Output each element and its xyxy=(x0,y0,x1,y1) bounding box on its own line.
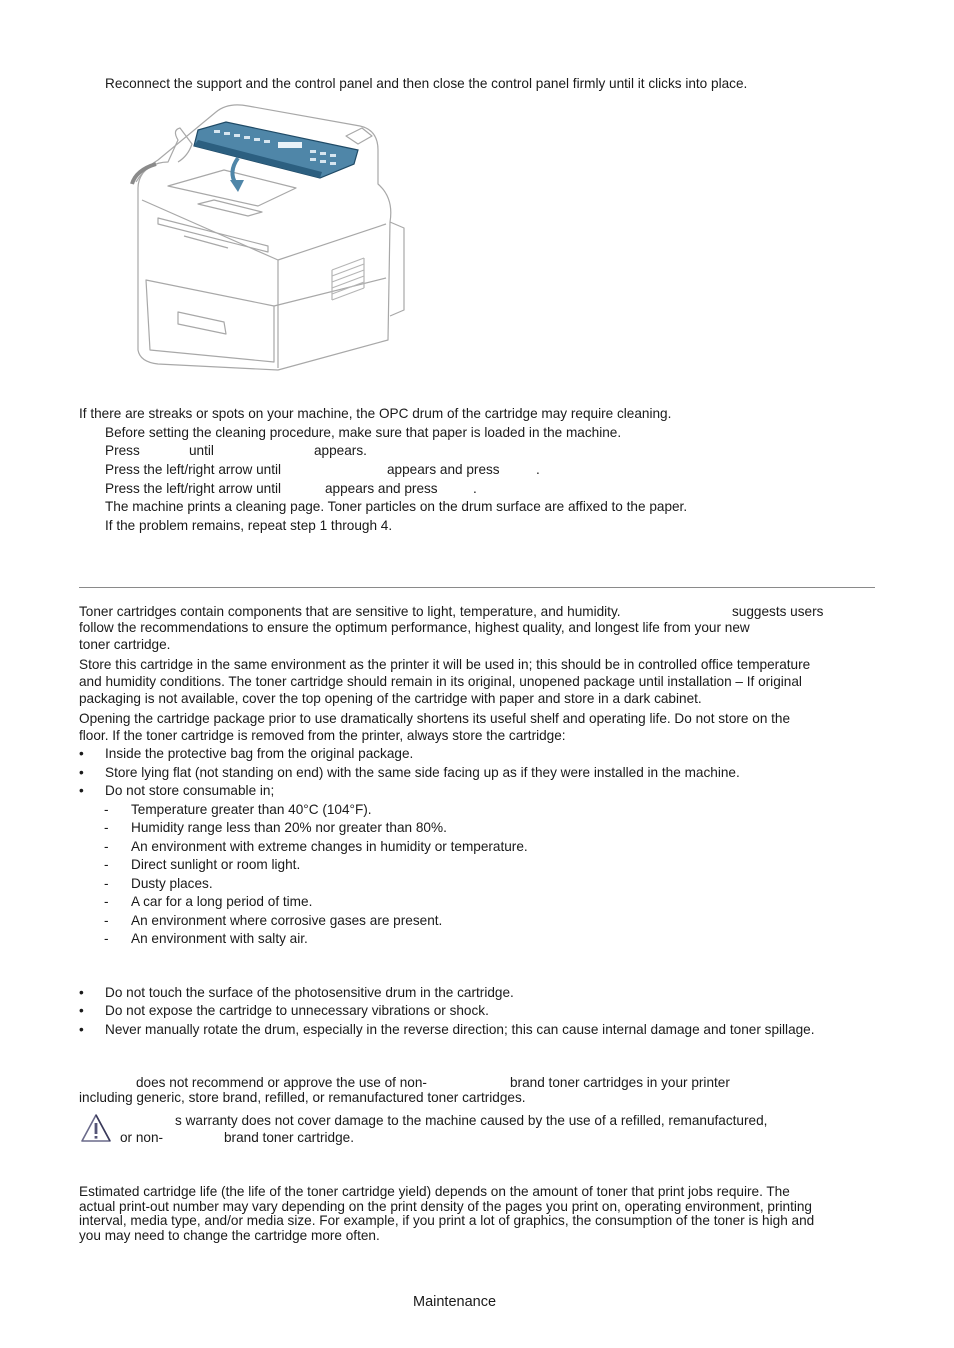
section-divider xyxy=(79,587,875,588)
dash-mark: - xyxy=(104,857,109,872)
cleaning-step-4-b: appears and press xyxy=(325,481,438,496)
cleaning-step-2-b: until xyxy=(189,443,214,458)
reconnect-step: Reconnect the support and the control panel and then close the control panel firmly until it clicks into place. xyxy=(105,76,748,91)
storage-p2-line2: and humidity conditions. The toner cartridge should remain in its original, unopened package until installation – If original xyxy=(79,674,802,689)
handling-bullet-2: Do not expose the cartridge to unnecessary vibrations or shock. xyxy=(105,1003,489,1018)
cleaning-step-6: If the problem remains, repeat step 1 through 4. xyxy=(105,518,393,533)
warranty-warning-c: brand toner cartridge. xyxy=(224,1130,354,1145)
cleaning-step-2-a: Press xyxy=(105,443,140,458)
storage-dash-3: An environment with extreme changes in humidity or temperature. xyxy=(131,839,528,854)
footer-section: Maintenance xyxy=(413,1294,497,1310)
life-line3: interval, media type, and/or media size. For example, if you print a lot of graphics, the consumption of the toner is high and xyxy=(79,1213,815,1228)
dash-mark: - xyxy=(104,931,109,946)
cleaning-step-1: Before setting the cleaning procedure, make sure that paper is loaded in the machine. xyxy=(105,425,622,440)
handling-bullet-1: Do not touch the surface of the photosensitive drum in the cartridge. xyxy=(105,985,514,1000)
storage-p1-b: suggests users xyxy=(732,604,824,619)
cleaning-intro: If there are streaks or spots on your machine, the OPC drum of the cartridge may require cleaning. xyxy=(79,406,672,421)
dash-mark: - xyxy=(104,913,109,928)
storage-p1-a: Toner cartridges contain components that are sensitive to light, temperature, and humidity. xyxy=(79,604,621,619)
storage-p3-line2: floor. If the toner cartridge is removed from the printer, always store the cartridge: xyxy=(79,728,566,743)
warning-icon xyxy=(80,1113,112,1143)
storage-p2-line3: packaging is not available, cover the top opening of the cartridge with paper and store in a dark cabinet. xyxy=(79,691,702,706)
storage-dash-6: A car for a long period of time. xyxy=(131,894,313,909)
dash-mark: - xyxy=(104,820,109,835)
dash-mark: - xyxy=(104,839,109,854)
cleaning-step-4-c: . xyxy=(473,481,477,496)
storage-bullet-3: Do not store consumable in; xyxy=(105,783,275,798)
warranty-warning-a: s warranty does not cover damage to the machine caused by the use of a refilled, remanufactured, xyxy=(175,1113,768,1128)
storage-bullet-2: Store lying flat (not standing on end) with the same side facing up as if they were installed in the machine. xyxy=(105,765,740,780)
storage-p2-line1: Store this cartridge in the same environment as the printer it will be used in; this should be in controlled office temperature xyxy=(79,657,811,672)
cleaning-step-5: The machine prints a cleaning page. Toner particles on the drum surface are affixed to the paper. xyxy=(105,499,688,514)
dash-mark: - xyxy=(104,802,109,817)
storage-p3-line1: Opening the cartridge package prior to use dramatically shortens its useful shelf and operating life. Do not store on the xyxy=(79,711,791,726)
storage-dash-2: Humidity range less than 20% nor greater than 80%. xyxy=(131,820,447,835)
nonbrand-line1-a: does not recommend or approve the use of non- xyxy=(136,1075,427,1090)
cleaning-step-2-c: appears. xyxy=(314,443,367,458)
storage-dash-1: Temperature greater than 40°C (104°F). xyxy=(131,802,372,817)
nonbrand-line2: including generic, store brand, refilled, or remanufactured toner cartridges. xyxy=(79,1090,526,1105)
bullet-mark: • xyxy=(79,1003,84,1018)
bullet-mark: • xyxy=(79,746,84,761)
nonbrand-line1-b: brand toner cartridges in your printer xyxy=(510,1075,730,1090)
storage-dash-7: An environment where corrosive gases are present. xyxy=(131,913,443,928)
bullet-mark: • xyxy=(79,985,84,1000)
dash-mark: - xyxy=(104,876,109,891)
storage-dash-5: Dusty places. xyxy=(131,876,213,891)
storage-dash-4: Direct sunlight or room light. xyxy=(131,857,301,872)
cleaning-step-4-a: Press the left/right arrow until xyxy=(105,481,282,496)
storage-bullet-1: Inside the protective bag from the original package. xyxy=(105,746,414,761)
cleaning-step-3-a: Press the left/right arrow until xyxy=(105,462,282,477)
storage-p1-line3: toner cartridge. xyxy=(79,637,171,652)
bullet-mark: • xyxy=(79,1022,84,1037)
printer-illustration xyxy=(128,100,408,372)
cleaning-step-3-c: . xyxy=(536,462,540,477)
bullet-mark: • xyxy=(79,783,84,798)
dash-mark: - xyxy=(104,894,109,909)
cleaning-step-3-b: appears and press xyxy=(387,462,500,477)
warranty-warning-b: or non- xyxy=(120,1130,164,1145)
handling-bullet-3: Never manually rotate the drum, especially in the reverse direction; this can cause internal damage and toner spillage. xyxy=(105,1022,815,1037)
storage-p1-line2: follow the recommendations to ensure the optimum performance, highest quality, and longest life from your new xyxy=(79,620,750,635)
bullet-mark: • xyxy=(79,765,84,780)
life-line1: Estimated cartridge life (the life of the toner cartridge yield) depends on the amount of toner that print jobs require. The xyxy=(79,1184,790,1199)
life-line2: actual print-out number may vary depending on the print density of the pages you print on, operating environment, printing xyxy=(79,1199,812,1214)
storage-dash-8: An environment with salty air. xyxy=(131,931,308,946)
life-line4: you may need to change the cartridge more often. xyxy=(79,1228,380,1243)
